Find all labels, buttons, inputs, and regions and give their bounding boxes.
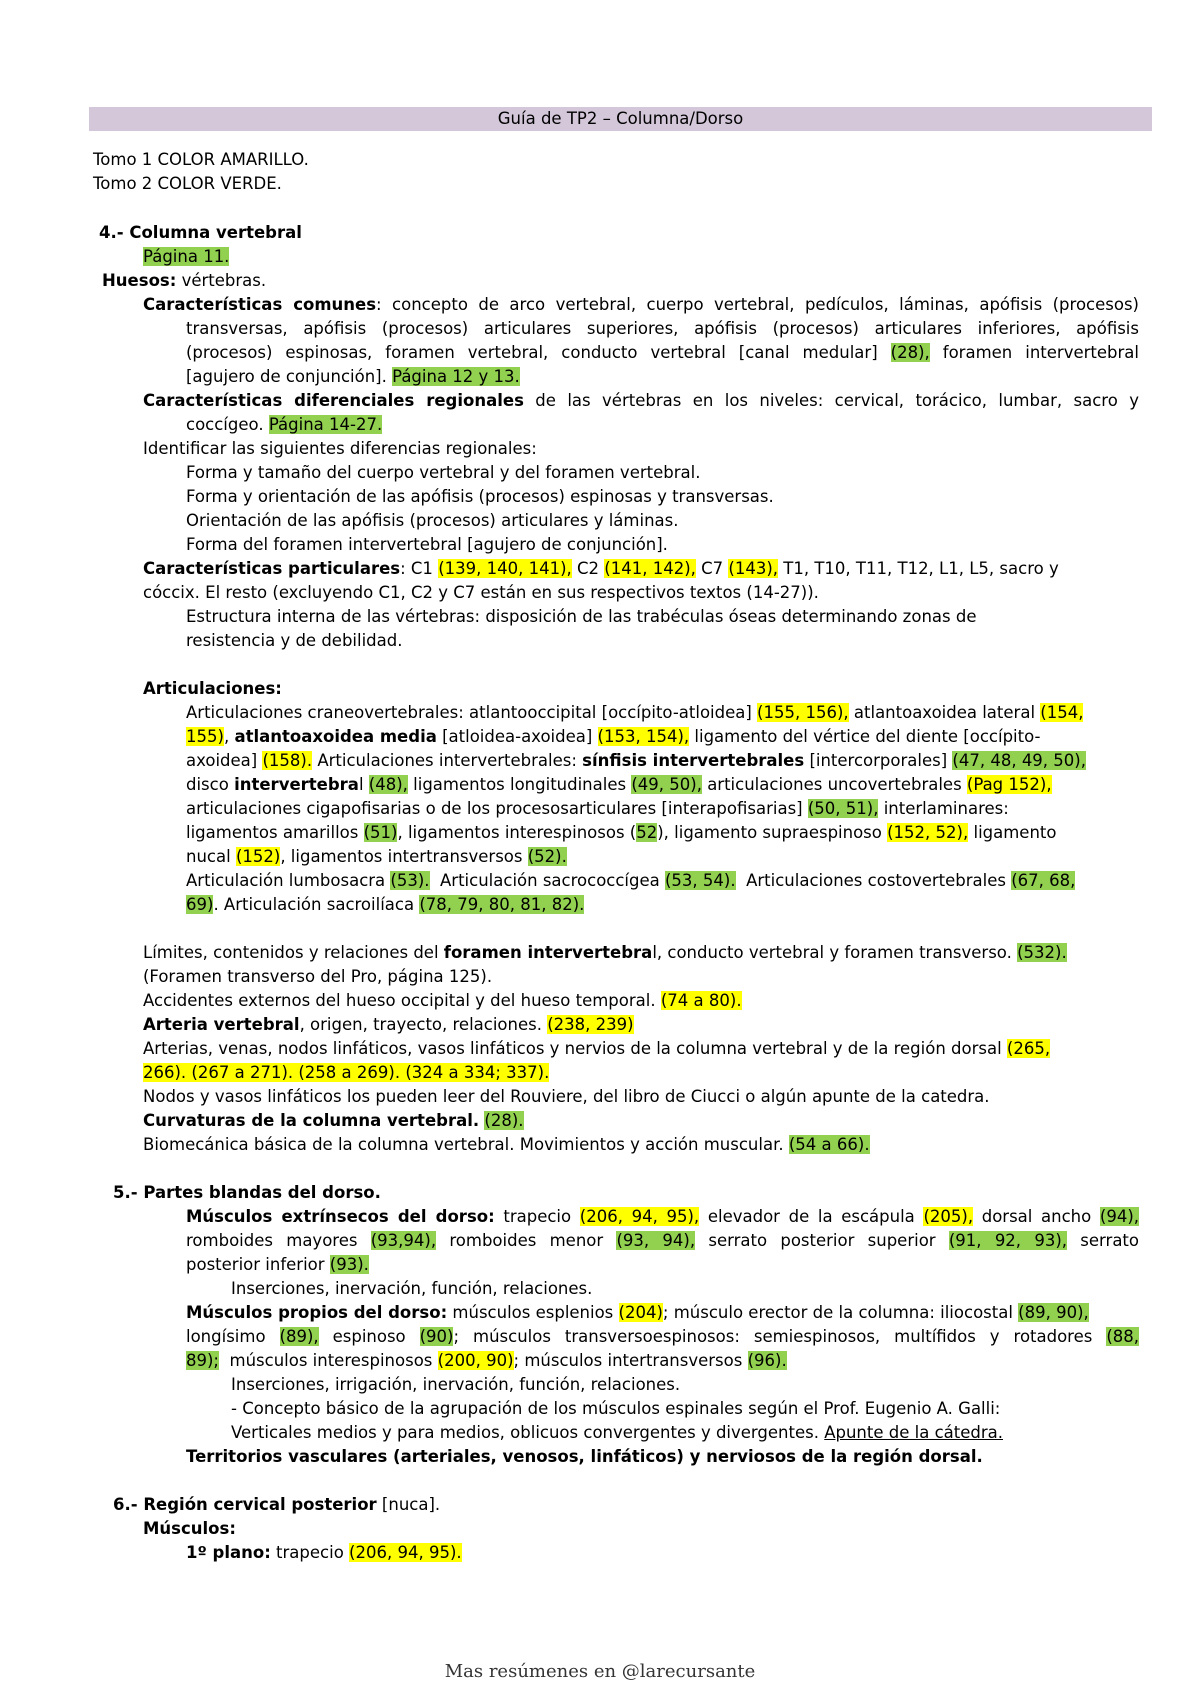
page-ref-highlight-tomo2: (52). bbox=[527, 847, 567, 866]
text-segment: coccígeo. bbox=[186, 415, 269, 434]
text-line bbox=[231, 1421, 1003, 1444]
text-line bbox=[231, 1277, 592, 1300]
text-segment: ligamento bbox=[968, 823, 1057, 842]
page-ref-highlight-tomo2: (91, 92, 93), bbox=[948, 1231, 1068, 1250]
text-segment: (Foramen transverso del Pro, página 125). bbox=[143, 967, 493, 986]
page-ref-highlight-tomo2: (54 a 66). bbox=[788, 1135, 870, 1154]
text-line bbox=[186, 605, 976, 628]
text-segment: l, conducto vertebral y foramen transverso. bbox=[652, 943, 1018, 962]
text-line bbox=[186, 317, 1139, 340]
text-segment: C2 bbox=[571, 559, 605, 578]
page-ref-highlight-tomo2: (48), bbox=[368, 775, 408, 794]
text-segment: ligamentos amarillos bbox=[186, 823, 364, 842]
bold-heading-text: Curvaturas de la columna vertebral. bbox=[143, 1111, 480, 1130]
text-line bbox=[186, 1325, 1139, 1348]
page-ref-highlight-tomo1: (143), bbox=[728, 559, 779, 578]
text-segment: Articulaciones costovertebrales bbox=[735, 871, 1012, 890]
page-ref-highlight-tomo2: (78, 79, 80, 81, 82). bbox=[419, 895, 585, 914]
text-line bbox=[186, 533, 668, 556]
text-segment: , ligamentos intertransversos bbox=[280, 847, 528, 866]
text-line bbox=[186, 701, 1083, 724]
text-segment: ligamento del vértice del diente [occípito- bbox=[689, 727, 1041, 746]
text-line bbox=[143, 1109, 524, 1132]
text-line bbox=[186, 749, 1086, 772]
text-line bbox=[186, 1229, 1139, 1252]
text-segment: , bbox=[223, 727, 235, 746]
page-ref-highlight-tomo1: (141, 142), bbox=[604, 559, 696, 578]
text-segment: Nodos y vasos linfáticos los pueden leer del Rouviere, del libro de Ciucci o algún apunte de la catedra. bbox=[143, 1087, 990, 1106]
bold-heading-text: Arteria vertebral bbox=[143, 1015, 300, 1034]
text-segment: T1, T10, T11, T12, L1, L5, sacro y bbox=[778, 559, 1059, 578]
text-line bbox=[93, 172, 282, 195]
page-ref-highlight-tomo2: (53, 54). bbox=[665, 871, 736, 890]
page-ref-highlight-tomo1: (74 a 80). bbox=[660, 991, 742, 1010]
bold-heading-text: Músculos propios del dorso: bbox=[186, 1303, 448, 1322]
text-line bbox=[231, 1397, 1000, 1420]
text-line bbox=[186, 869, 1075, 892]
page-ref-highlight-tomo2: Página 11. bbox=[143, 247, 230, 266]
text-segment: Forma del foramen intervertebral [agujero de conjunción]. bbox=[186, 535, 668, 554]
page-ref-highlight-tomo1: (200, 90) bbox=[437, 1351, 514, 1370]
text-line bbox=[143, 941, 1067, 964]
text-segment: Estructura interna de las vértebras: disposición de las trabéculas óseas determinando zonas de bbox=[186, 607, 977, 626]
page-ref-highlight-tomo1: (152) bbox=[235, 847, 281, 866]
text-segment: Arterias, venas, nodos linfáticos, vasos linfáticos y nervios de la columna vertebral y de la región dorsal bbox=[143, 1039, 1007, 1058]
page-ref-highlight-tomo2: 69) bbox=[186, 895, 214, 914]
bold-heading-text: 5.- Partes blandas del dorso. bbox=[113, 1183, 381, 1202]
text-line bbox=[186, 413, 382, 436]
text-segment: disco bbox=[186, 775, 235, 794]
text-line bbox=[186, 1301, 1089, 1324]
text-line bbox=[186, 725, 1040, 748]
text-line bbox=[143, 1013, 634, 1036]
page-ref-highlight-tomo2: (51) bbox=[363, 823, 398, 842]
text-segment: longísimo bbox=[186, 1327, 280, 1346]
page-ref-highlight-tomo1: 155) bbox=[186, 727, 224, 746]
bold-heading-text: foramen intervertebra bbox=[443, 943, 653, 962]
page-ref-highlight-tomo1: (154, bbox=[1040, 703, 1084, 722]
footer: Mas resúmenes en @larecursante bbox=[444, 1661, 756, 1682]
text-segment: romboides mayores bbox=[186, 1231, 371, 1250]
text-segment: Inserciones, inervación, función, relaciones. bbox=[231, 1279, 593, 1298]
text-line bbox=[102, 269, 266, 292]
text-segment: Tomo 1 COLOR AMARILLO. bbox=[93, 150, 309, 169]
text-segment: vértebras. bbox=[176, 271, 267, 290]
text-line bbox=[143, 965, 492, 988]
text-segment: músculos esplenios bbox=[447, 1303, 619, 1322]
document-title: Guía de TP2 – Columna/Dorso bbox=[497, 109, 744, 128]
text-line bbox=[143, 293, 1139, 316]
bold-heading-text: Características diferenciales regionales bbox=[143, 391, 524, 410]
text-segment: ; músculos intertransversos bbox=[513, 1351, 748, 1370]
bold-heading-text: Músculos extrínsecos del dorso: bbox=[186, 1207, 495, 1226]
text-line bbox=[186, 629, 402, 652]
page-ref-highlight-tomo2: (88, bbox=[1106, 1327, 1140, 1346]
bold-heading-text: sínfisis intervertebrales bbox=[582, 751, 805, 770]
text-segment: transversas, apófisis (procesos) articulares superiores, apófisis (procesos) articulares inferiores, apófisis bbox=[186, 319, 1139, 338]
page-ref-highlight-tomo1: (158). bbox=[262, 751, 313, 770]
page-ref-highlight-tomo2: 52 bbox=[636, 823, 658, 842]
text-segment: Orientación de las apófisis (procesos) articulares y láminas. bbox=[186, 511, 679, 530]
text-segment: nucal bbox=[186, 847, 236, 866]
text-segment: Articulación sacrococcígea bbox=[429, 871, 665, 890]
text-line bbox=[143, 389, 1139, 412]
page-ref-highlight-tomo2: (50, 51), bbox=[807, 799, 879, 818]
text-segment: axoidea] bbox=[186, 751, 263, 770]
page-ref-highlight-tomo2: (94), bbox=[1099, 1207, 1140, 1226]
page-ref-highlight-tomo1: (155, 156), bbox=[757, 703, 849, 722]
text-line bbox=[186, 1541, 462, 1564]
text-line bbox=[143, 1517, 236, 1540]
text-segment: ), ligamento supraespinoso bbox=[657, 823, 888, 842]
text-line bbox=[99, 221, 302, 244]
text-segment: de las vértebras en los niveles: cervical, torácico, lumbar, sacro y bbox=[523, 391, 1139, 410]
page-ref-highlight-tomo2: (67, 68, bbox=[1011, 871, 1076, 890]
text-segment: interlaminares: bbox=[878, 799, 1009, 818]
page-ref-highlight-tomo2: (28). bbox=[484, 1111, 524, 1130]
text-segment: [intercorporales] bbox=[804, 751, 953, 770]
text-line bbox=[186, 893, 584, 916]
text-segment: [atloidea-axoidea] bbox=[436, 727, 598, 746]
text-line bbox=[186, 365, 520, 388]
text-line bbox=[186, 821, 1056, 844]
bold-heading-text: intervertebra bbox=[234, 775, 359, 794]
page-ref-highlight-tomo2: (93,94), bbox=[370, 1231, 437, 1250]
bold-heading-text: Articulaciones: bbox=[143, 679, 282, 698]
page-ref-highlight-tomo1: (153, 154), bbox=[597, 727, 690, 746]
bold-heading-text: 6.- Región cervical posterior bbox=[113, 1495, 377, 1514]
text-line bbox=[143, 989, 742, 1012]
text-segment: trapecio bbox=[270, 1543, 350, 1562]
text-line bbox=[143, 1085, 990, 1108]
text-line bbox=[186, 797, 1009, 820]
text-segment: atlantoaxoidea lateral bbox=[848, 703, 1041, 722]
page-ref-highlight-tomo1: 266). (267 a 271). (258 a 269). (324 a 334; 337). bbox=[143, 1063, 550, 1082]
text-segment: serrato posterior superior bbox=[695, 1231, 949, 1250]
page-ref-highlight-tomo1: (238, 239) bbox=[547, 1015, 634, 1034]
text-line bbox=[113, 1493, 440, 1516]
text-segment: foramen intervertebral bbox=[929, 343, 1139, 362]
bold-heading-text: atlantoaxoidea media bbox=[234, 727, 437, 746]
text-segment: Articulación lumbosacra bbox=[186, 871, 391, 890]
bold-heading-text: 1º plano: bbox=[186, 1543, 271, 1562]
text-segment: , origen, trayecto, relaciones. bbox=[299, 1015, 548, 1034]
text-segment: cóccix. El resto (excluyendo C1, C2 y C7 están en sus respectivos textos (14-27)). bbox=[143, 583, 819, 602]
text-segment: resistencia y de debilidad. bbox=[186, 631, 403, 650]
page-ref-highlight-tomo2: Página 12 y 13. bbox=[392, 367, 520, 386]
bold-heading-text: Características comunes bbox=[143, 295, 377, 314]
page-ref-highlight-tomo2: (89), bbox=[279, 1327, 319, 1346]
bold-heading-text: Características particulares bbox=[143, 559, 401, 578]
text-segment: Inserciones, irrigación, inervación, función, relaciones. bbox=[231, 1375, 681, 1394]
text-line bbox=[231, 1373, 680, 1396]
text-line bbox=[113, 1181, 381, 1204]
title-bar bbox=[89, 107, 1152, 131]
page-ref-highlight-tomo1: (265, bbox=[1006, 1039, 1051, 1058]
page-ref-highlight-tomo1: (Pag 152), bbox=[966, 775, 1052, 794]
page-ref-highlight-tomo1: (139, 140, 141), bbox=[438, 559, 572, 578]
page-ref-highlight-tomo1: (204) bbox=[618, 1303, 663, 1322]
text-segment: [agujero de conjunción]. bbox=[186, 367, 393, 386]
text-line bbox=[143, 581, 819, 604]
page-ref-highlight-tomo2: (89, 90), bbox=[1018, 1303, 1089, 1322]
text-line bbox=[143, 437, 537, 460]
page-ref-highlight-tomo2: (90) bbox=[419, 1327, 454, 1346]
text-segment: Identificar las siguientes diferencias regionales: bbox=[143, 439, 537, 458]
text-line bbox=[186, 341, 1139, 364]
text-segment: Articulaciones craneovertebrales: atlantooccipital [occípito-atloidea] bbox=[186, 703, 758, 722]
text-segment: serrato bbox=[1067, 1231, 1139, 1250]
text-segment: [nuca]. bbox=[376, 1495, 441, 1514]
page-ref-highlight-tomo2: (28), bbox=[890, 343, 930, 362]
text-line bbox=[186, 1205, 1139, 1228]
text-line bbox=[186, 461, 700, 484]
text-segment: (procesos) espinosas, foramen vertebral, conducto vertebral [canal medular] bbox=[186, 343, 891, 362]
page-ref-highlight-tomo1: (206, 94, 95), bbox=[579, 1207, 700, 1226]
text-segment: , ligamentos interespinosos ( bbox=[397, 823, 637, 842]
page-ref-highlight-tomo2: 89); bbox=[186, 1351, 219, 1370]
page-ref-highlight-tomo2: (96). bbox=[747, 1351, 787, 1370]
text-segment: romboides menor bbox=[436, 1231, 617, 1250]
text-segment: Tomo 2 COLOR VERDE. bbox=[93, 174, 282, 193]
text-segment: trapecio bbox=[494, 1207, 580, 1226]
page-ref-highlight-tomo1: (152, 52), bbox=[887, 823, 969, 842]
text-segment: elevador de la escápula bbox=[699, 1207, 924, 1226]
bold-heading-text: Territorios vasculares (arteriales, venosos, linfáticos) y nerviosos de la región dorsal. bbox=[186, 1447, 983, 1466]
text-segment: espinoso bbox=[318, 1327, 420, 1346]
text-line bbox=[186, 1253, 369, 1276]
page-ref-highlight-tomo2: (532). bbox=[1017, 943, 1067, 962]
bold-heading-text: 4.- Columna vertebral bbox=[99, 223, 302, 242]
page-ref-highlight-tomo2: (93, 94), bbox=[616, 1231, 696, 1250]
text-line bbox=[186, 1349, 787, 1372]
text-segment: dorsal ancho bbox=[973, 1207, 1100, 1226]
text-line bbox=[186, 845, 567, 868]
text-line bbox=[143, 677, 282, 700]
text-line bbox=[143, 1037, 1050, 1060]
text-line bbox=[143, 1133, 870, 1156]
text-segment: Biomecánica básica de la columna vertebral. Movimientos y acción muscular. bbox=[143, 1135, 789, 1154]
bold-heading-text: Huesos: bbox=[102, 271, 177, 290]
text-segment: posterior inferior bbox=[186, 1255, 330, 1274]
text-segment: articulaciones uncovertebrales bbox=[701, 775, 967, 794]
text-line bbox=[186, 773, 1052, 796]
text-segment: ; músculos transversoespinosos: semiespinosos, multífidos y rotadores bbox=[453, 1327, 1107, 1346]
text-line bbox=[186, 485, 774, 508]
text-segment: : C1 bbox=[400, 559, 439, 578]
text-line bbox=[143, 245, 229, 268]
text-segment: : concepto de arco vertebral, cuerpo vertebral, pedículos, láminas, apófisis (procesos) bbox=[376, 295, 1139, 314]
page-ref-highlight-tomo1: (205), bbox=[923, 1207, 974, 1226]
text-segment: . Articulación sacroilíaca bbox=[213, 895, 420, 914]
page-ref-highlight-tomo2: (49, 50), bbox=[631, 775, 702, 794]
text-segment: Verticales medios y para medios, oblicuos convergentes y divergentes. bbox=[231, 1423, 825, 1442]
text-line bbox=[186, 1445, 983, 1468]
text-segment: Forma y tamaño del cuerpo vertebral y del foramen vertebral. bbox=[186, 463, 701, 482]
text-line bbox=[143, 557, 1059, 580]
text-segment: Accidentes externos del hueso occipital y del hueso temporal. bbox=[143, 991, 661, 1010]
text-segment: Articulaciones intervertebrales: bbox=[312, 751, 583, 770]
page-ref-highlight-tomo1: (206, 94, 95). bbox=[349, 1543, 462, 1562]
page-ref-highlight-tomo2: (53). bbox=[390, 871, 430, 890]
text-segment: Forma y orientación de las apófisis (procesos) espinosas y transversas. bbox=[186, 487, 774, 506]
text-segment: ligamentos longitudinales bbox=[407, 775, 632, 794]
text-segment: Límites, contenidos y relaciones del bbox=[143, 943, 444, 962]
text-segment: l bbox=[358, 775, 369, 794]
page-ref-highlight-tomo2: (93). bbox=[329, 1255, 369, 1274]
text-segment: ; músculo erector de la columna: iliocostal bbox=[662, 1303, 1019, 1322]
text-segment: articulaciones cigapofisarias o de los procesosarticulares [interapofisarias] bbox=[186, 799, 808, 818]
page-ref-highlight-tomo2: Página 14-27. bbox=[268, 415, 383, 434]
underlined-text: Apunte de la cátedra. bbox=[824, 1423, 1003, 1442]
text-segment: - Concepto básico de la agrupación de los músculos espinales según el Prof. Eugenio A. Galli: bbox=[231, 1399, 1001, 1418]
bold-heading-text: Músculos: bbox=[143, 1519, 236, 1538]
text-line bbox=[143, 1061, 549, 1084]
text-segment: músculos interespinosos bbox=[219, 1351, 438, 1370]
page-ref-highlight-tomo2: (47, 48, 49, 50), bbox=[952, 751, 1086, 770]
text-segment: C7 bbox=[695, 559, 729, 578]
text-line bbox=[93, 148, 309, 171]
text-line bbox=[186, 509, 678, 532]
